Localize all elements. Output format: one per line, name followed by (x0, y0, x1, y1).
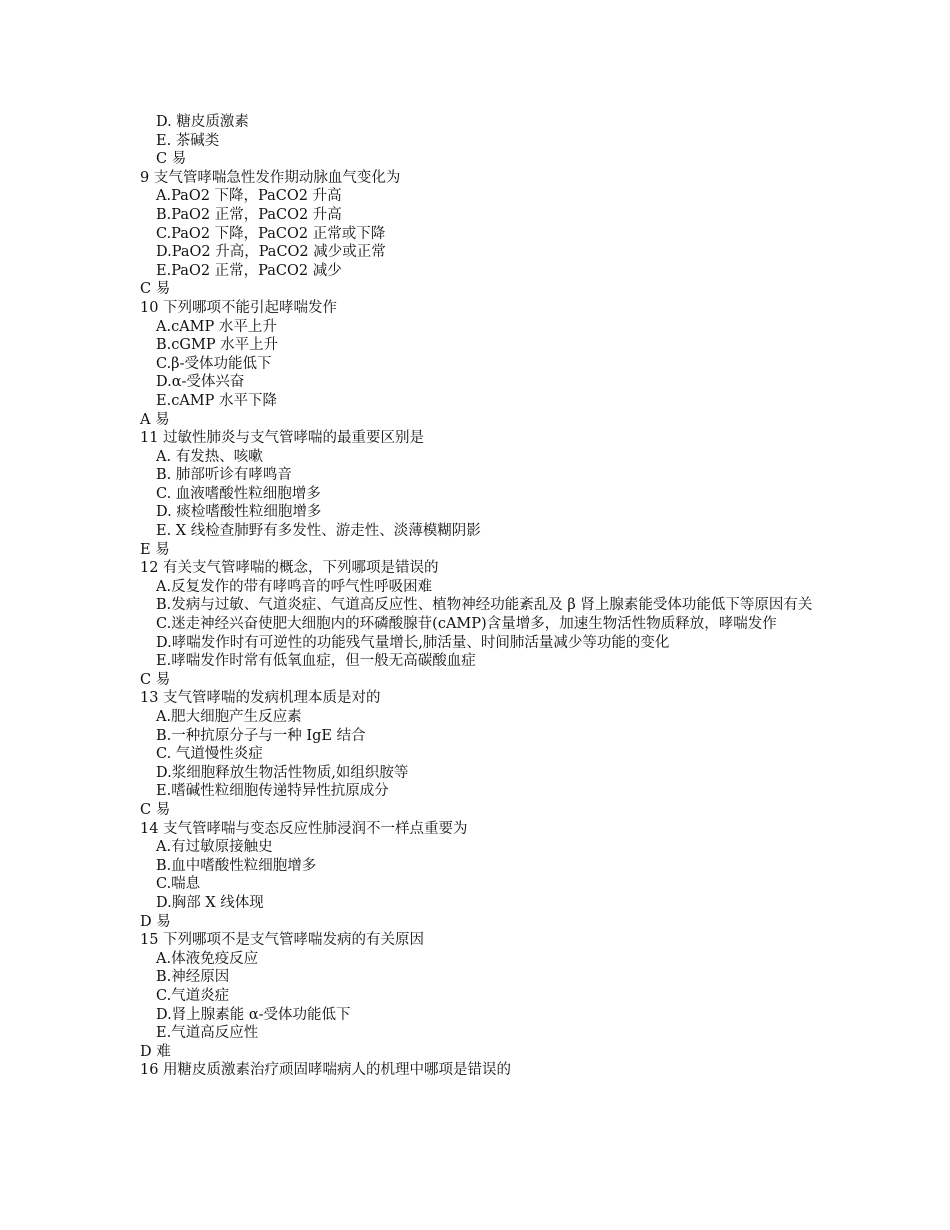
option-line: E. 茶碱类 (156, 132, 220, 149)
option-line: C. 气道慢性炎症 (156, 746, 263, 763)
answer-line: C 易 (140, 671, 171, 688)
option-line: B.发病与过敏、气道炎症、气道高反应性、植物神经功能紊乱及 β 肾上腺素能受体功能低下等原因有关 (156, 597, 813, 614)
question-title: 12 有关支气管哮喘的概念，下列哪项是错误的 (140, 560, 439, 577)
option-line: D.哮喘发作时有可逆性的功能残气量增长,肺活量、时间肺活量减少等功能的变化 (156, 634, 670, 651)
option-line: A.体液免疫反应 (156, 950, 259, 967)
option-line: A.反复发作的带有哮鸣音的呼气性呼吸困难 (156, 578, 433, 595)
option-line: D.浆细胞释放生物活性物质,如组织胺等 (156, 764, 409, 781)
option-line: B.一种抗原分子与一种 IgE 结合 (156, 727, 366, 744)
question-title: 15 下列哪项不是支气管哮喘发病的有关原因 (140, 932, 425, 949)
option-line: E.PaO2 正常，PaCO2 减少 (156, 262, 342, 279)
option-line: B.PaO2 正常，PaCO2 升高 (156, 206, 342, 223)
question-list (140, 169, 820, 1062)
question-title: 13 支气管哮喘的发病机理本质是对的 (140, 690, 381, 707)
question-title: 10 下列哪项不能引起哮喘发作 (140, 299, 338, 316)
option-line: D.胸部 X 线体现 (156, 894, 264, 911)
option-line: B.血中嗜酸性粒细胞增多 (156, 857, 317, 874)
answer-line: A 易 (140, 411, 170, 428)
question-title: 11 过敏性肺炎与支气管哮喘的最重要区别是 (140, 430, 425, 447)
option-line: E.哮喘发作时常有低氧血症，但一般无高碳酸血症 (156, 653, 476, 670)
question-title: 9 支气管哮喘急性发作期动脉血气变化为 (140, 169, 401, 186)
question-block (140, 169, 820, 299)
question-block (140, 559, 820, 689)
question-title: 16 用糖皮质激素治疗顽固哮喘病人的机理中哪项是错误的 (140, 1062, 512, 1079)
option-line: C.β-受体功能低下 (156, 355, 272, 372)
option-line: C.迷走神经兴奋使肥大细胞内的环磷酸腺苷(cAMP)含量增多，加速生物活性物质释放，哮喘发作 (156, 616, 777, 633)
answer-line: D 难 (140, 1043, 171, 1060)
option-line: A.有过敏原接触史 (156, 839, 273, 856)
document-body (140, 113, 820, 1080)
question-block (140, 689, 820, 819)
answer-line: C 易 (156, 151, 187, 168)
option-line: D.α-受体兴奋 (156, 374, 245, 391)
option-line: A.肥大细胞产生反应素 (156, 709, 302, 725)
option-line: D.PaO2 升高，PaCO2 减少或正常 (156, 244, 386, 261)
option-line: C.气道炎症 (156, 987, 230, 1004)
answer-line: C 易 (140, 801, 171, 818)
option-line: D.肾上腺素能 α-受体功能低下 (156, 1006, 351, 1023)
answer-line: C 易 (140, 281, 171, 298)
option-line: E.cAMP 水平下降 (156, 392, 277, 409)
option-line: E. X 线检查肺野有多发性、游走性、淡薄模糊阴影 (156, 523, 481, 540)
answer-line: D 易 (140, 913, 171, 930)
option-line: C. 血液嗜酸性粒细胞增多 (156, 485, 321, 502)
option-line: A.cAMP 水平上升 (156, 318, 277, 335)
question-title: 14 支气管哮喘与变态反应性肺浸润不一样点重要为 (140, 820, 468, 837)
option-line: A.PaO2 下降，PaCO2 升高 (156, 188, 342, 205)
question-block (140, 820, 820, 932)
question-block (140, 299, 820, 429)
answer-line: E 易 (140, 541, 170, 558)
option-line: B. 肺部听诊有哮鸣音 (156, 467, 292, 484)
option-line: E.气道高反应性 (156, 1025, 259, 1042)
option-line: B.cGMP 水平上升 (156, 337, 279, 354)
option-line: C.喘息 (156, 876, 201, 893)
option-line: D. 糖皮质激素 (156, 114, 249, 130)
option-line: D. 痰检嗜酸性粒细胞增多 (156, 504, 322, 521)
option-line: C.PaO2 下降，PaCO2 正常或下降 (156, 225, 386, 242)
option-line: E.嗜碱性粒细胞传递特异性抗原成分 (156, 783, 389, 800)
question-block (140, 931, 820, 1061)
option-line: B.神经原因 (156, 969, 230, 986)
option-line: A. 有发热、咳嗽 (156, 448, 263, 465)
question-block (140, 429, 820, 559)
